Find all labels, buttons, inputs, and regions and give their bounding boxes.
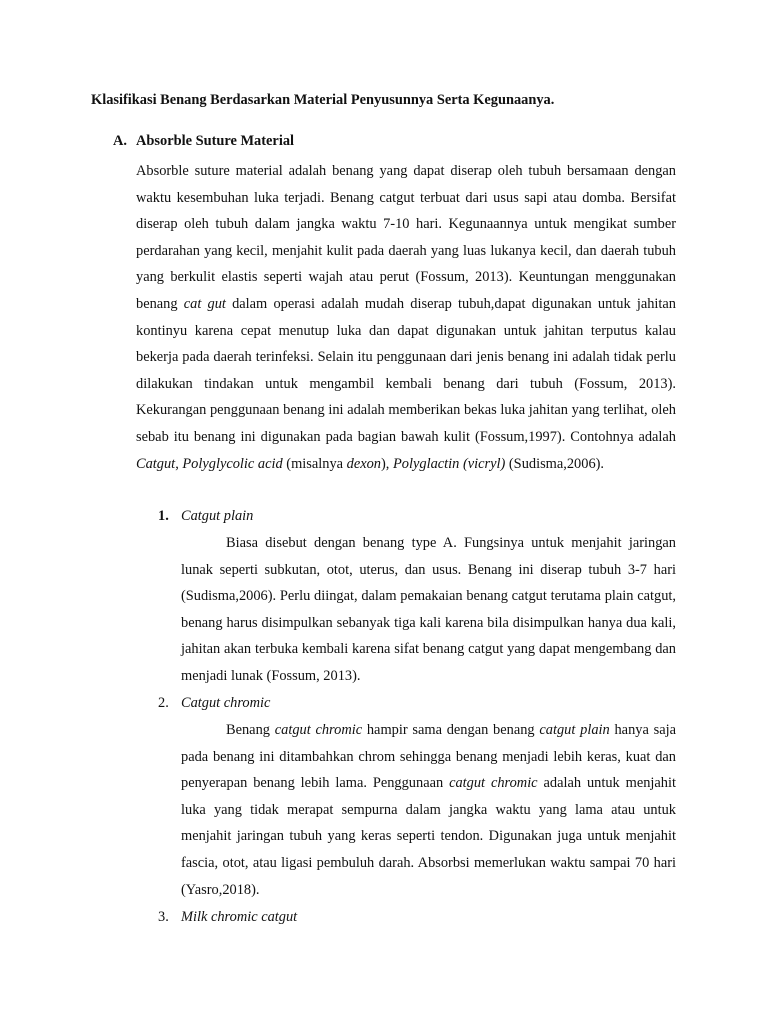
list-item-label: Catgut chromic [181,695,271,711]
paragraph-italic-term: cat gut [183,295,226,312]
paragraph-italic-term: Polyglycolic acid [182,455,283,472]
paragraph-italic-term: catgut chromic [449,775,538,792]
list-item-label: Catgut plain [181,508,254,524]
list-item-number: 2. [158,695,169,711]
list-item-heading [158,695,270,712]
paragraph-italic-term: Polyglactin (vicryl) [393,455,506,472]
paragraph-text: ), [381,455,394,472]
paragraph-text: Benang [226,722,275,738]
paragraph-text: (misalnya [282,455,347,472]
list-item-heading [158,909,297,926]
section-heading-text: Absorble Suture Material [136,133,295,149]
list-item-paragraph: Biasa disebut dengan benang type A. Fungsinya untuk menjahit jaringan lunak seperti subkutan, otot, uterus, dan usus. Benang ini diserap tubuh 3-7 hari (Sudisma,2006). Perlu diingat, dalam pemakaian benang catgut terutama plain catgut, benang harus disimpulkan sebanyak tiga kali karena bila disimpulkan hanya dua kali, jahitan akan terbuka kembali karena sifat benang catgut yang dapat mengembang dan menjadi lunak (Fossum, 2013). [181,535,676,684]
section-paragraph [136,158,676,477]
list-item-paragraph [181,717,676,903]
paragraph-text: , [175,455,183,472]
paragraph-text: (Sudisma,2006). [505,455,605,472]
paragraph-text: Absorble suture material adalah benang yang dapat diserap oleh tubuh bersamaan dengan waktu kesembuhan luka terjadi. Benang catgut terbuat dari usus sapi atau domba. Bersifat diserap oleh tubuh dalam jangka waktu 7-10 hari. Kegunaannya untuk mengikat sumber perdarahan yang kecil, menjahit kulit pada daerah yang luas lukanya kecil, dan daerah tubuh yang berkulit elastis seperti wajah atau perut (Fossum, 2013). Keuntungan menggunakan benang [136,163,676,312]
list-item-label: Milk chromic catgut [181,909,298,925]
list-item-number: 3. [158,909,169,925]
paragraph-italic-term: catgut plain [539,722,610,738]
paragraph-text: adalah untuk menjahit luka yang tidak merapat sempurna dalam jangka waktu yang lama atau untuk menjahit jaringan tubuh yang keras seperti tendon. Digunakan juga untuk menjahit fascia, otot, atau ligasi pembuluh darah. Absorbsi memerlukan waktu sampai 70 hari (Yasro,2018). [181,775,676,898]
paragraph-italic-term: Catgut [136,455,176,472]
section-letter: A. [113,133,127,149]
list-item-number: 1. [158,508,169,524]
paragraph-italic-term: catgut chromic [274,722,363,738]
section-heading [113,133,294,150]
list-item-heading [158,508,253,525]
document-title: Klasifikasi Benang Berdasarkan Material Penyusunnya Serta Kegunaanya. [91,92,555,108]
paragraph-text: hanya saja pada benang ini ditambahkan chrom sehingga benang menjadi lebih keras, kuat dan penyerapan benang lebih lama. Penggunaan [181,722,676,792]
paragraph-italic-term: dexon [346,455,382,472]
paragraph-text: hampir sama dengan benang [362,722,540,738]
paragraph-text: dalam operasi adalah mudah diserap tubuh,dapat digunakan untuk jahitan kontinyu karena cepat menutup luka dan dapat digunakan untuk jahitan terputus kalau bekerja pada daerah terinfeksi. Selain itu penggunaan dari jenis benang ini adalah tidak perlu dilakukan tindakan untuk mengambil kembali benang dari tubuh (Fossum, 2013). Kekurangan penggunaan benang ini adalah memberikan bekas luka jahitan yang terlihat, oleh sebab itu benang ini digunakan pada bagian bawah kulit (Fossum,1997). Contohnya adalah [136,295,676,445]
